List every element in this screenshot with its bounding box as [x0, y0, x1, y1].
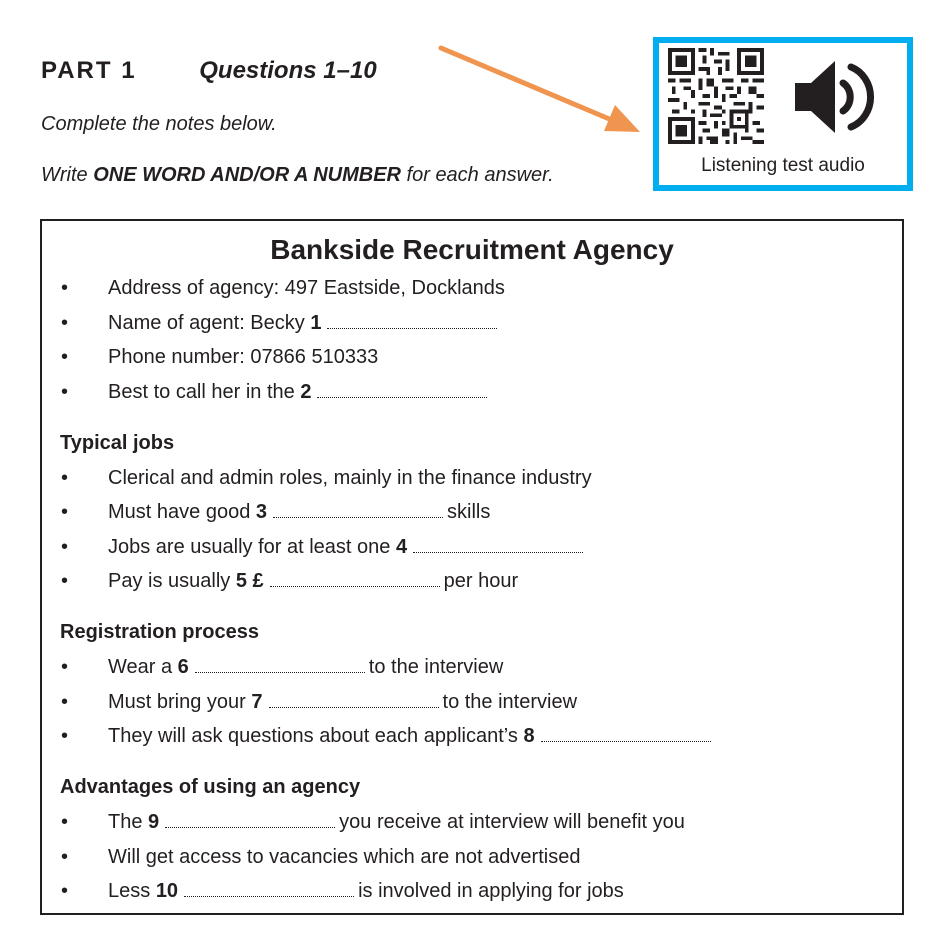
bullet-icon: • — [61, 846, 69, 868]
bullet-icon: • — [61, 277, 69, 299]
instruction-prefix: Write — [41, 164, 94, 186]
note-prefix: Wear a — [108, 656, 178, 678]
section-heading-typical-jobs: Typical jobs — [60, 432, 175, 454]
question-number: 3 — [255, 501, 267, 523]
instruction-word-limit — [41, 163, 554, 187]
note-prefix: Pay is usually — [108, 570, 236, 592]
note-prefix: Must bring your — [108, 691, 252, 713]
note-suffix: per hour — [443, 570, 519, 592]
bullet-icon: • — [61, 467, 69, 489]
answer-blank[interactable] — [541, 725, 711, 742]
section-heading-advantages: Advantages of using an agency — [60, 776, 361, 798]
note-prefix: Jobs are usually for at least one — [108, 536, 396, 558]
note-text — [108, 690, 577, 714]
answer-blank[interactable] — [317, 381, 487, 398]
note-text: Will get access to vacancies which are not advertised — [108, 846, 581, 868]
note-text — [108, 724, 715, 748]
instruction-complete-notes: Complete the notes below. — [41, 113, 277, 135]
note-text — [108, 810, 685, 834]
answer-blank[interactable] — [327, 312, 497, 329]
bullet-icon: • — [61, 536, 69, 558]
bullet-icon: • — [61, 811, 69, 833]
bullet-icon: • — [61, 346, 69, 368]
bullet-icon: • — [61, 725, 69, 747]
instruction-word-limit-emphasis: ONE WORD AND/OR A NUMBER — [93, 164, 401, 186]
bullet-icon: • — [61, 880, 69, 902]
bullet-icon: • — [61, 691, 69, 713]
qr-code-icon[interactable] — [668, 48, 764, 144]
note-prefix: They will ask questions about each applicant’s — [108, 725, 524, 747]
answer-blank[interactable] — [184, 880, 354, 897]
instruction-suffix: for each answer. — [400, 164, 554, 186]
part-heading — [41, 56, 377, 86]
notes-title: Bankside Recruitment Agency — [270, 234, 674, 265]
note-text — [108, 500, 490, 524]
answer-blank[interactable] — [165, 811, 335, 828]
bullet-icon: • — [61, 501, 69, 523]
answer-blank[interactable] — [195, 656, 365, 673]
question-number: 6 — [177, 656, 189, 678]
bullet-icon: • — [61, 312, 69, 334]
note-text — [108, 380, 491, 404]
question-number: 2 — [300, 381, 312, 403]
note-text: Address of agency: 497 Eastside, Docklands — [108, 277, 505, 299]
answer-blank[interactable] — [270, 570, 440, 587]
note-suffix: to the interview — [368, 656, 504, 678]
listening-audio-box[interactable] — [653, 37, 913, 191]
note-text — [108, 311, 501, 335]
part-label: PART 1 — [41, 57, 137, 84]
note-prefix: Best to call her in the — [108, 381, 301, 403]
note-text — [108, 655, 503, 679]
note-text — [108, 569, 518, 593]
question-number: 1 — [310, 312, 322, 334]
notes-box — [40, 219, 904, 915]
answer-blank[interactable] — [413, 536, 583, 553]
bullet-icon: • — [61, 570, 69, 592]
note-text — [108, 535, 587, 559]
bullet-icon: • — [61, 381, 69, 403]
section-heading-registration: Registration process — [60, 621, 259, 643]
note-text — [108, 879, 624, 903]
note-text: Phone number: 07866 510333 — [108, 346, 379, 368]
question-number: 10 — [155, 880, 179, 902]
question-number: 5 £ — [235, 570, 264, 592]
question-number: 7 — [251, 691, 263, 713]
note-prefix: Less — [108, 880, 156, 902]
question-number: 9 — [148, 811, 160, 833]
note-suffix: skills — [447, 501, 491, 523]
answer-blank[interactable] — [273, 501, 443, 518]
note-prefix: The — [108, 811, 149, 833]
audio-caption: Listening test audio — [701, 155, 865, 176]
note-suffix: is involved in applying for jobs — [358, 880, 624, 902]
note-suffix: you receive at interview will benefit you — [339, 811, 685, 833]
question-number: 4 — [395, 536, 408, 558]
bullet-icon: • — [61, 656, 69, 678]
note-text: Clerical and admin roles, mainly in the finance industry — [108, 467, 592, 489]
note-prefix: Must have good — [108, 501, 256, 523]
question-number: 8 — [523, 725, 535, 747]
answer-blank[interactable] — [269, 691, 439, 708]
note-suffix: to the interview — [442, 691, 578, 713]
questions-label: Questions 1–10 — [199, 57, 377, 84]
note-prefix: Name of agent: Becky — [108, 312, 311, 334]
speaker-icon[interactable] — [791, 57, 877, 137]
